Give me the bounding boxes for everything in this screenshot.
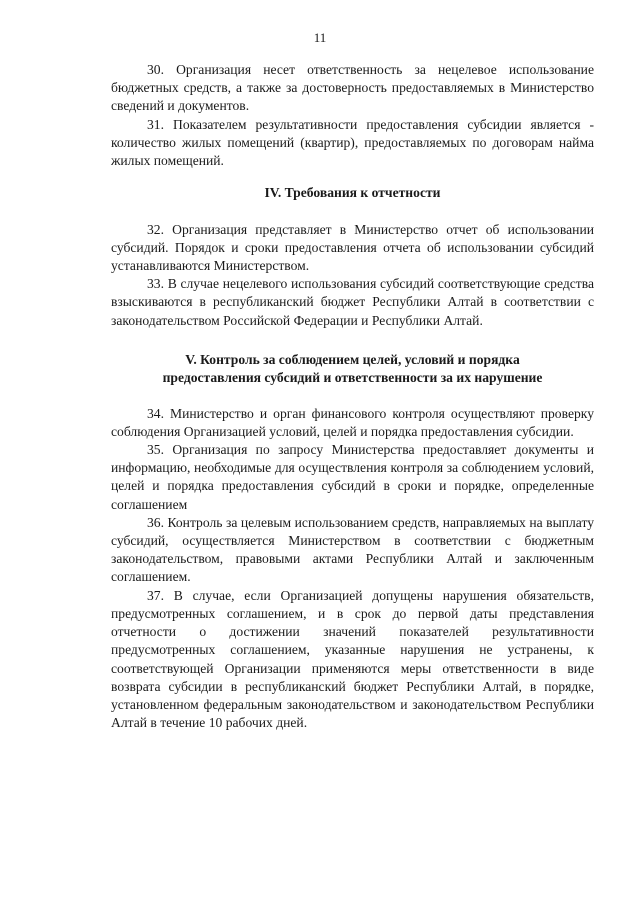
paragraph-36: 36. Контроль за целевым использованием средств, направляемых на выплату субсидий, осуществляется Министерством в соответствии с бюджетным законодательством, правовыми актами Республики Алтай и заключенным соглашением. bbox=[111, 514, 594, 585]
section-iv-heading: IV. Требования к отчетности bbox=[264, 185, 441, 201]
spacer bbox=[111, 330, 594, 351]
paragraph-34: 34. Министерство и орган финансового контроля осуществляют проверку соблюдения Организацией условий, целей и порядка предоставления субсидии. bbox=[111, 405, 594, 439]
paragraph-35: 35. Организация по запросу Министерства предоставляет документы и информацию, необходимые для осуществления контроля за соблюдением условий, целей и порядка предоставления субсидий в сроки и порядке, определенные соглашением bbox=[111, 442, 594, 512]
spacer bbox=[111, 203, 594, 221]
section-v-heading-line2: предоставления субсидий и ответственности за их нарушение bbox=[162, 370, 543, 386]
paragraph-31: 31. Показателем результативности предоставления субсидии является - количество жилых помещений (квартир), предоставляемых по договорам найма жилых помещений. bbox=[111, 116, 594, 169]
spacer bbox=[111, 170, 594, 184]
document-body bbox=[111, 61, 594, 732]
section-v-heading-line1: V. Контроль за соблюдением целей, условий и порядка bbox=[185, 351, 520, 367]
paragraph-32: 32. Организация представляет в Министерство отчет об использовании субсидий. Порядок и сроки предоставления отчета об использовании субсидий устанавливаются Министерством. bbox=[111, 221, 594, 274]
spacer bbox=[111, 388, 594, 405]
paragraph-30: 30. Организация несет ответственность за нецелевое использование бюджетных средств, а также за достоверность предоставляемых в Министерство сведений и документов. bbox=[111, 62, 594, 114]
page-number: 11 bbox=[313, 30, 327, 45]
paragraph-33: 33. В случае нецелевого использования субсидий соответствующие средства взыскиваются в республиканский бюджет Республики Алтай в соответствии с законодательством Российской Федерации и Республики Алтай. bbox=[111, 276, 594, 328]
paragraph-37: 37. В случае, если Организацией допущены нарушения обязательств, предусмотренных соглашением, и в срок до первой даты представления отчетности о достижении значений показателей результативности предусмотренных соглашением, указанные нарушения не устранены, к соответствующей Организации применяются меры ответственности в виде возврата субсидии в республиканский бюджет Республики Алтай, в порядке, установленном федеральным законодательством и законодательством Республики Алтай в течение 10 рабочих дней. bbox=[111, 587, 594, 731]
